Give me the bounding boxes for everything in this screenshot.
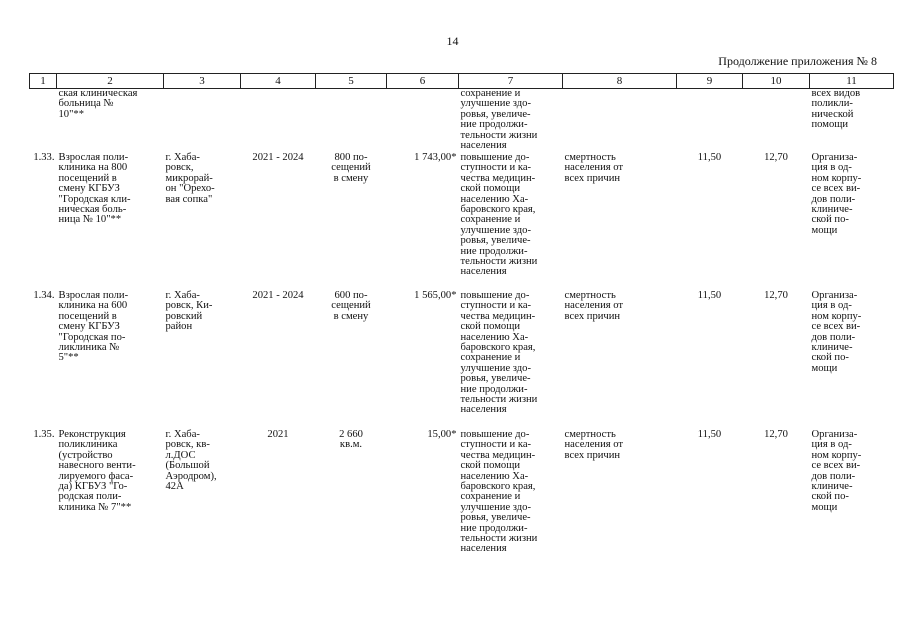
- indicator-value-start: [677, 89, 743, 154]
- column-header: 2: [57, 74, 164, 89]
- indicator-value-end: [743, 89, 810, 154]
- object-capacity: 800 по- сещений в смену: [331, 152, 371, 184]
- target-indicator: смертность населения от всех причин: [564, 290, 624, 322]
- page-number: 14: [446, 34, 459, 48]
- object-name: ская клиническая больница № 10"**: [58, 88, 138, 120]
- object-capacity: 2 660 кв.м.: [339, 429, 363, 451]
- object-location: г. Хаба- ровск, Ки- ровский район: [165, 290, 213, 333]
- program-table: [29, 73, 894, 580]
- table-row: [30, 153, 894, 291]
- row-number: 1.35.: [33, 429, 55, 440]
- implementation-period: 2021: [267, 429, 289, 440]
- object-capacity: 600 по- сещений в смену: [331, 290, 371, 322]
- indicator-value-end: 12,70: [764, 152, 788, 163]
- indicator-value-start: 11,50: [697, 429, 722, 440]
- expected-result: Организа- ция в од- ном корпу- се всех ви- дов поли- клиниче- ской по- мощи: [811, 429, 862, 513]
- column-header: 8: [563, 74, 677, 89]
- column-header: 7: [459, 74, 563, 89]
- indicator-value-start: 11,50: [697, 152, 722, 163]
- target-indicator: смертность населения от всех причин: [564, 429, 624, 461]
- column-header: 3: [164, 74, 241, 89]
- estimated-cost: 1 565,00*: [414, 290, 457, 301]
- indicator-value-start: 11,50: [697, 290, 722, 301]
- target-indicator: смертность населения от всех причин: [564, 152, 624, 184]
- column-header: 1: [30, 74, 57, 89]
- appendix-continuation-title: Продолжение приложения № 8: [718, 54, 877, 68]
- column-header: 10: [743, 74, 810, 89]
- program-goal: сохранение и улучшение здо- ровья, увеличе- ние продолжи- тельности жизни населения: [460, 88, 538, 152]
- column-header: 4: [241, 74, 316, 89]
- object-location: г. Хаба- ровск, кв- л.ДОС (Большой Аэродром), 42А: [165, 429, 217, 493]
- target-indicator: [563, 89, 677, 154]
- program-goal: повышение до- ступности и ка- чества медицин- ской помощи населению Ха- баровского края, сохранение и улучшение здо- ровья, увеличе- ние продолжи- тельности жизни населения: [460, 429, 538, 555]
- implementation-period: [241, 89, 316, 154]
- expected-result: всех видов поликли- нической помощи: [811, 88, 861, 131]
- implementation-period: 2021 - 2024: [252, 152, 304, 163]
- row-number: 1.33.: [33, 152, 55, 163]
- object-name: Реконструкция поликлиника (устройство навесного венти- лируемого фаса- да) КГБУЗ "Го- родская поли- клиника № 7"**: [58, 429, 136, 513]
- program-goal: повышение до- ступности и ка- чества медицин- ской помощи населению Ха- баровского края, сохранение и улучшение здо- ровья, увеличе- ние продолжи- тельности жизни населения: [460, 152, 538, 278]
- expected-result: Организа- ция в од- ном корпу- се всех ви- дов поли- клиниче- ской по- мощи: [811, 152, 862, 236]
- column-header: 11: [810, 74, 894, 89]
- estimated-cost: 1 743,00*: [414, 152, 457, 163]
- table-row: [30, 89, 894, 154]
- object-location: [164, 89, 241, 154]
- column-header: 5: [316, 74, 387, 89]
- expected-result: Организа- ция в од- ном корпу- се всех ви- дов поли- клиниче- ской по- мощи: [811, 290, 862, 374]
- object-capacity: [316, 89, 387, 154]
- estimated-cost: 15,00*: [427, 429, 457, 440]
- indicator-value-end: 12,70: [764, 429, 788, 440]
- indicator-value-end: 12,70: [764, 290, 788, 301]
- program-goal: повышение до- ступности и ка- чества медицин- ской помощи населению Ха- баровского края, сохранение и улучшение здо- ровья, увеличе- ние продолжи- тельности жизни населения: [460, 290, 538, 416]
- object-name: Взрослая поли- клиника на 800 посещений в смену КГБУЗ "Городская кли- ническая боль- ница № 10"**: [58, 152, 131, 226]
- estimated-cost: [387, 89, 459, 154]
- column-header: 9: [677, 74, 743, 89]
- implementation-period: 2021 - 2024: [252, 290, 304, 301]
- row-number: [30, 89, 57, 154]
- row-number: 1.34.: [33, 290, 55, 301]
- object-location: г. Хаба- ровск, микрорай- он "Орехо- вая сопка": [165, 152, 215, 205]
- table-row: [30, 430, 894, 580]
- table-header: [30, 74, 894, 89]
- table-row: [30, 291, 894, 430]
- object-name: Взрослая поли- клиника на 600 посещений в смену КГБУЗ "Городская по- ликлиника № 5"**: [58, 290, 129, 364]
- column-header: 6: [387, 74, 459, 89]
